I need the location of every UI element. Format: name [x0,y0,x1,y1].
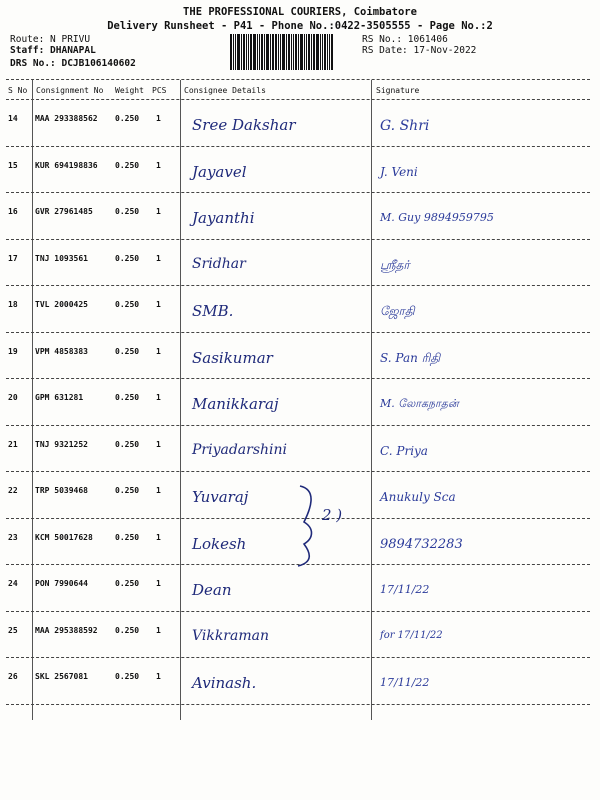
row-consignee-name: Jayanthi [192,209,255,227]
col-header-consignment: Consignment No [36,86,104,95]
row-consignee-name: Vikkraman [192,627,269,644]
barcode-bar [248,34,249,70]
barcode-bar [327,34,328,70]
column-divider [32,80,33,720]
row-consignment-no: MAA 293388562 [35,114,98,123]
barcode-bar [291,34,292,70]
barcode-bar [316,34,319,70]
row-weight: 0.250 [115,672,140,681]
row-weight: 0.250 [115,486,140,495]
row-sno: 18 [8,300,18,309]
row-pcs: 1 [156,625,161,635]
row-signature: M. லோகநாதன் [380,397,459,410]
barcode-bar [257,34,258,70]
row-divider [6,611,590,612]
rs-number: RS No.: 1061406 [362,34,448,45]
barcode-bar [280,34,281,70]
row-consignee-name: Dean [192,581,232,599]
row-signature: J. Veni [380,164,418,179]
row-weight: 0.250 [115,207,140,216]
row-weight: 0.250 [115,439,140,449]
row-sno: 15 [8,160,18,170]
row-weight: 0.250 [115,625,140,635]
barcode-bar [286,34,287,70]
barcode-bar [230,34,232,70]
barcode-bar [322,34,323,70]
row-consignment-no: MAA 295388592 [35,625,98,635]
row-weight: 0.250 [115,532,140,542]
row-consignee-name: Sridhar [192,255,246,272]
row-consignee-name: SMB. [192,302,234,320]
row-pcs: 1 [156,439,161,449]
row-divider [6,332,590,333]
barcode-bar [300,34,303,70]
row-pcs: 1 [156,532,161,542]
barcode-bar [246,34,247,70]
row-signature: Anukuly Sca [380,490,456,504]
staff-label: Staff: DHANAPAL [10,45,96,56]
barcode-bar [275,34,277,70]
row-consignee-name: Priyadarshini [192,441,288,458]
barcode-bar [295,34,297,70]
drs-number: DRS No.: DCJB106140602 [10,58,136,69]
barcode-bar [237,34,240,70]
barcode-bar [272,34,274,70]
row-divider [6,285,590,286]
row-consignment-no: KCM 50017628 [35,532,93,542]
row-pcs: 1 [156,207,161,216]
row-consignment-no: GPM 631281 [35,393,84,402]
row-divider [6,657,590,658]
row-divider [6,704,590,705]
row-signature: M. Guy 9894959795 [380,211,494,224]
row-weight: 0.250 [115,160,140,170]
row-signature: ஜோதி [380,304,415,318]
row-weight: 0.250 [115,346,140,356]
row-consignment-no: SKL 2567081 [35,672,88,681]
bracket-annotation [270,480,370,570]
barcode-bar [235,34,236,70]
header-top-rule [6,79,590,80]
barcode-bar [264,34,265,70]
barcode-bar [304,34,305,70]
column-divider [180,80,181,720]
barcode-bar [243,34,245,70]
row-sno: 23 [8,532,18,542]
row-divider [6,239,590,240]
row-signature: for 17/11/22 [380,629,443,641]
row-consignee-name: Jayavel [192,162,247,181]
row-consignment-no: VPM 4858383 [35,346,88,356]
row-sno: 24 [8,579,18,588]
bracket-note: 2 ) [322,506,343,524]
row-divider [6,425,590,426]
rs-date: RS Date: 17-Nov-2022 [362,45,477,56]
row-consignee-name: Yuvaraj [192,488,249,506]
row-sno: 25 [8,625,18,635]
barcode-bar [282,34,285,70]
col-header-sno: S No [8,86,28,95]
row-consignment-no: TRP 5039468 [35,486,88,495]
barcode-bar [259,34,260,70]
row-weight: 0.250 [115,393,140,402]
row-pcs: 1 [156,393,161,402]
row-pcs: 1 [156,346,161,356]
barcode-bar [250,34,252,70]
column-divider [371,80,372,720]
barcode-bar [270,34,271,70]
barcode-bar [320,34,321,70]
row-divider [6,146,590,147]
row-pcs: 1 [156,672,161,681]
barcode-bar [241,34,242,70]
route-label: Route: N PRIVU [10,34,91,45]
barcode-bar [278,34,279,70]
row-consignment-no: PON 7990644 [35,579,88,588]
row-consignment-no: KUR 694198836 [35,160,98,170]
barcode-bar [329,34,330,70]
row-sno: 14 [8,114,18,123]
barcode-bar [233,34,234,70]
barcode-bar [306,34,307,70]
barcode-bar [308,34,310,70]
barcode-bar [313,34,315,70]
barcode-bar [266,34,269,70]
row-sno: 22 [8,486,18,495]
col-header-pcs: PCS [152,86,167,95]
barcode-bar [331,34,333,70]
barcode-bar [311,34,312,70]
barcode-bar [298,34,299,70]
col-header-consignee: Consignee Details [184,86,266,95]
row-signature: 17/11/22 [380,583,430,596]
row-sno: 21 [8,439,18,449]
row-signature: ஸ்ரீதர் [380,257,410,272]
col-header-weight: Weight [115,86,144,95]
row-divider [6,378,590,379]
document-subtitle: Delivery Runsheet - P41 - Phone No.:0422-3505555 - Page No.:2 [107,20,493,32]
row-divider [6,471,590,472]
row-pcs: 1 [156,300,161,309]
row-sno: 17 [8,253,18,263]
row-weight: 0.250 [115,253,140,263]
row-weight: 0.250 [115,300,140,309]
row-consignee-name: Avinash. [192,674,257,692]
col-header-signature: Signature [376,86,420,95]
row-signature: 17/11/22 [380,676,430,689]
row-divider [6,192,590,193]
row-consignment-no: TNJ 1093561 [35,253,88,263]
row-sno: 26 [8,672,18,681]
row-pcs: 1 [156,486,161,495]
row-signature: 9894732283 [380,536,463,552]
row-pcs: 1 [156,114,161,123]
row-consignment-no: TNJ 9321252 [35,439,88,449]
row-pcs: 1 [156,253,161,263]
row-consignee-name: Manikkaraj [192,395,279,413]
header-bottom-rule [6,99,590,100]
barcode-bar [324,34,326,70]
row-sno: 20 [8,393,18,402]
row-weight: 0.250 [115,114,140,123]
row-consignee-name: Sree Dakshar [192,116,296,134]
row-sno: 16 [8,207,18,216]
row-signature: S. Pan ரிதி [380,350,441,365]
row-signature: G. Shri [380,118,430,134]
row-signature: C. Priya [380,443,428,458]
row-consignment-no: GVR 27961485 [35,207,93,216]
row-consignee-name: Lokesh [192,534,247,553]
barcode-bar [293,34,294,70]
row-sno: 19 [8,346,18,356]
barcode-bar [253,34,256,70]
row-pcs: 1 [156,160,161,170]
row-weight: 0.250 [115,579,140,588]
row-consignment-no: TVL 2000425 [35,300,88,309]
barcode [230,34,334,70]
barcode-bar [288,34,290,70]
row-consignee-name: Sasikumar [192,348,273,367]
barcode-bar [261,34,263,70]
document-title: THE PROFESSIONAL COURIERS, Coimbatore [183,6,417,18]
row-pcs: 1 [156,579,161,588]
